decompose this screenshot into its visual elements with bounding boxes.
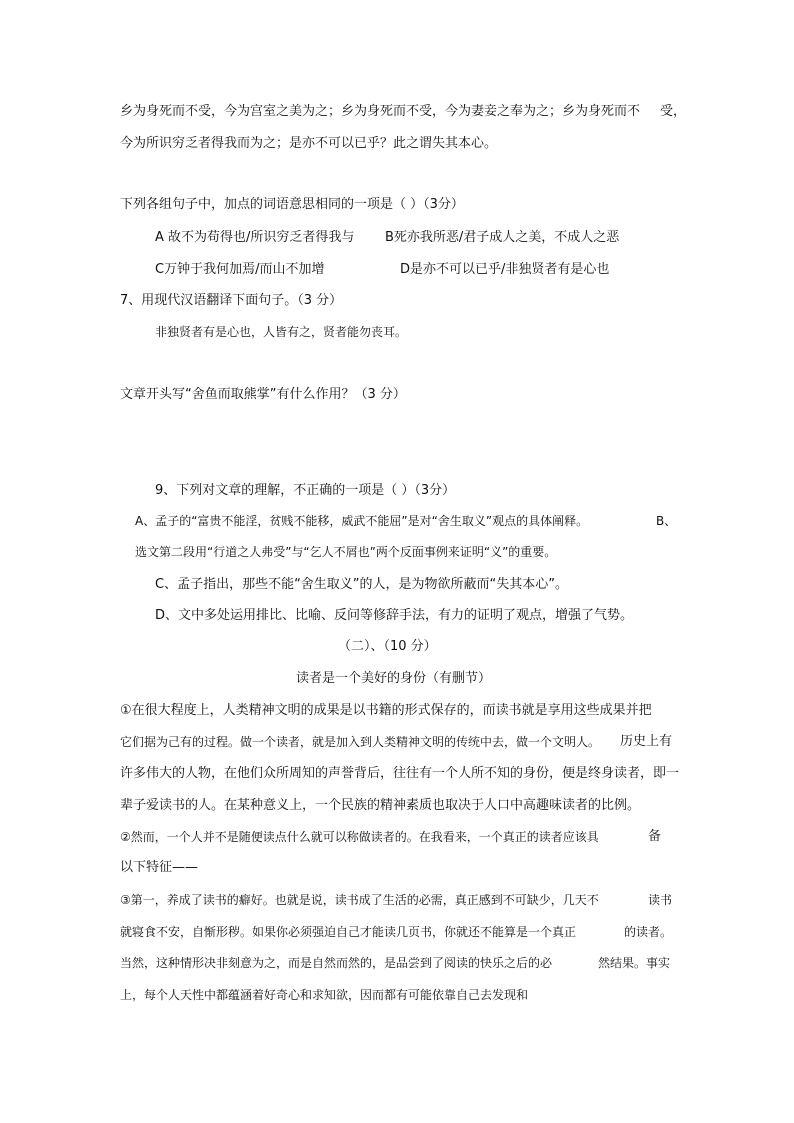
- question-7-stem: 7、用现代汉语翻译下面句子。（3 分）: [120, 293, 343, 308]
- paragraph-2-line-1: ②然而，一个人并不是随便读点什么就可以称做读者的。在我看来，一个真正的读者应该具: [120, 830, 599, 844]
- question-6-option-b: B死亦我所恶/君子成人之美，不成人之恶: [385, 230, 620, 245]
- passage-line-1-tail: 受，: [660, 104, 687, 119]
- passage-line-2: 今为所识穷乏者得我而为之；是亦不可以已乎？此之谓失其本心。: [120, 136, 498, 151]
- paragraph-2-line-2: 以下特征——: [120, 860, 199, 875]
- question-9-option-a: A、孟子的“富贵不能淫，贫贱不能移，威武不能屈”是对“舍生取义”观点的具体阐释。: [135, 514, 589, 528]
- paragraph-2-line-1-tail: 备: [648, 829, 662, 844]
- question-9-option-c: C、孟子指出，那些不能“舍生取义”的人，是为物欲所蔽而“失其本心”。: [155, 577, 569, 592]
- question-6-option-c: C万钟于我何加焉/而山不加增: [155, 262, 325, 277]
- question-9-option-b: 选文第二段用“行道之人弗受”与“乞人不屑也”两个反面事例来证明“义”的重要。: [135, 545, 557, 559]
- paragraph-3-line-2-tail: 的读者。: [624, 925, 673, 939]
- paragraph-3-line-3-tail: 然结果。事实: [598, 956, 671, 970]
- paragraph-3-line-3: 当然，这种情形决非刻意为之，而是自然而然的，是品尝到了阅读的快乐之后的必: [120, 956, 553, 970]
- passage-line-1: 乡为身死而不受，今为宫室之美为之；乡为身死而不受，今为妻妾之奉为之；乡为身死而不: [120, 104, 641, 119]
- paragraph-3-line-4: 上，每个人天性中都蕴涵着好奇心和求知欲，因而都有可能依靠自己去发现和: [120, 988, 529, 1002]
- paragraph-3-line-1: ③第一，养成了读书的癖好。也就是说，读书成了生活的必需，真正感到不可缺少，几天不: [120, 893, 599, 907]
- paragraph-1-line-2: 它们据为己有的过程。做一个读者，就是加入到人类精神文明的传统中去，做一个文明人。: [120, 735, 601, 749]
- question-6-stem: 下列各组句子中，加点的词语意思相同的一项是（ ）（3分）: [120, 197, 464, 212]
- paragraph-3-line-1-tail: 读书: [648, 893, 673, 907]
- question-9-stem: 9、下列对文章的理解，不正确的一项是（ ）（3分）: [155, 483, 456, 498]
- paragraph-1-line-3: 许多伟大的人物，在他们众所周知的声誉背后，往往有一个人所不知的身份，便是终身读者，即一: [120, 766, 680, 781]
- question-7-sentence: 非独贤者有是心也，人皆有之，贤者能勿丧耳。: [155, 325, 408, 339]
- paragraph-3-line-2: 就寝食不安，自惭形秽。如果你必须强迫自己才能读几页书，你就还不能算是一个真正: [120, 925, 577, 939]
- section-heading: （二）、（10 分）: [338, 639, 437, 654]
- question-9-option-d: D、文中多处运用排比、比喻、反问等修辞手法，有力的证明了观点，增强了气势。: [155, 608, 634, 623]
- question-9-option-b-label: B、: [656, 514, 677, 528]
- question-6-option-d: D是亦不可以已乎/非独贤者有是心也: [400, 262, 610, 277]
- paragraph-1-line-2-tail: 历史上有: [620, 734, 673, 749]
- article-title: 读者是一个美好的身份（有删节）: [296, 671, 492, 686]
- question-6-option-a: A 故不为苟得也/所识穷乏者得我与: [155, 230, 355, 245]
- question-8-stem: 文章开头写“舍鱼而取熊掌”有什么作用？（3 分）: [120, 387, 406, 402]
- paragraph-1-line-4: 辈子爱读书的人。在某种意义上，一个民族的精神素质也取决于人口中高趣味读者的比例。: [120, 798, 641, 813]
- paragraph-1-line-1: ①在很大程度上，人类精神文明的成果是以书籍的形式保存的，而读书就是享用这些成果并把: [120, 703, 652, 718]
